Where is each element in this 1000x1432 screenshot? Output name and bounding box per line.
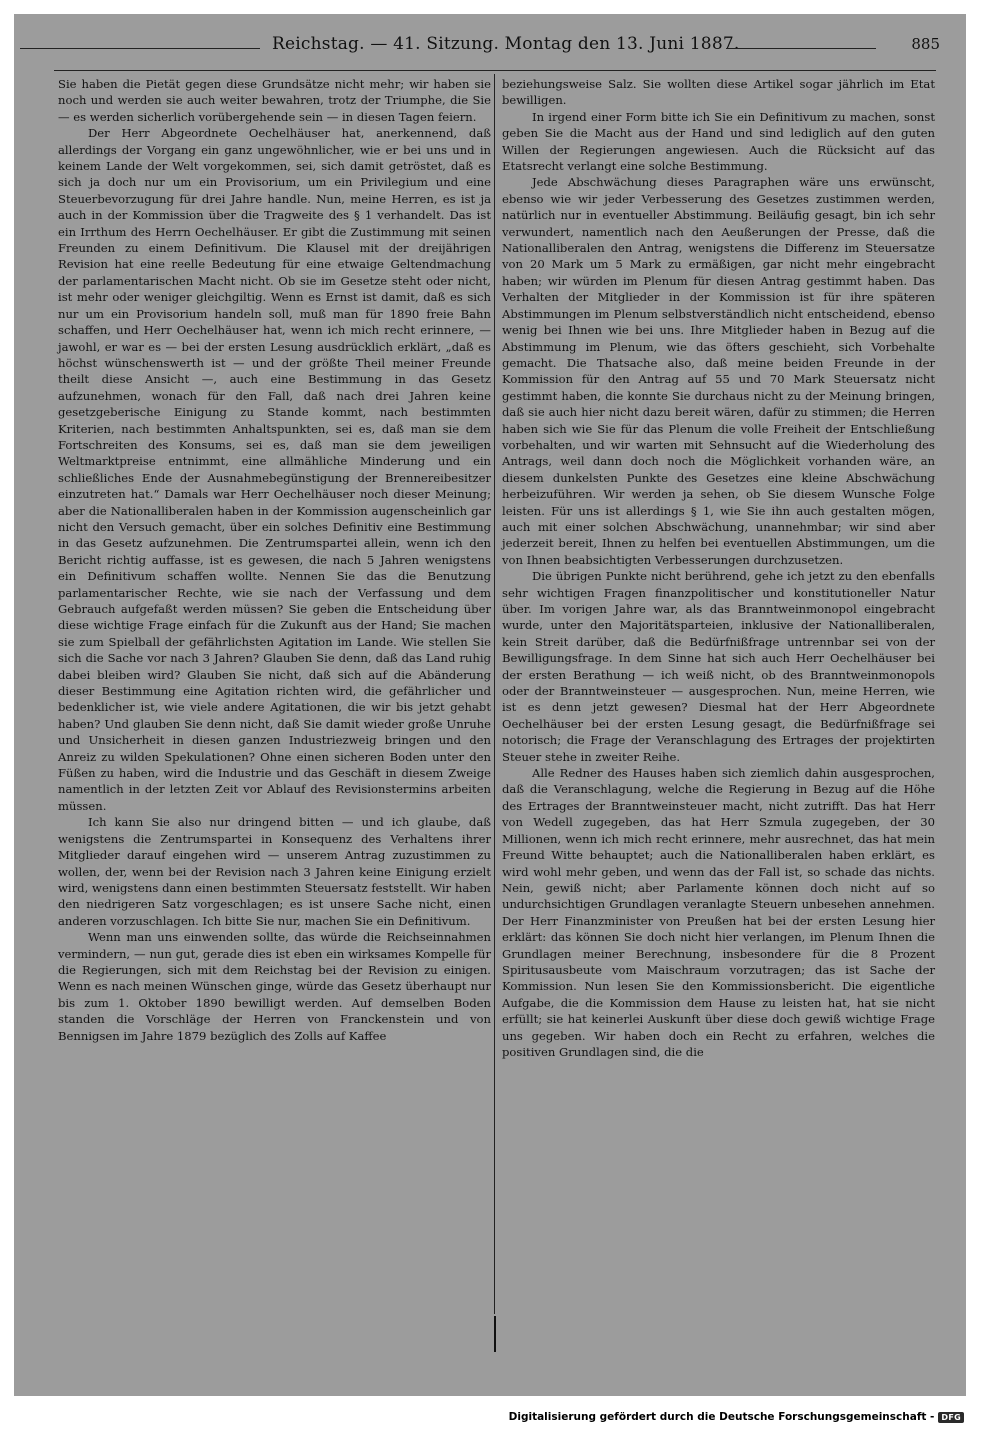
dfg-logo-icon: DFG: [938, 1412, 964, 1423]
column-divider: [494, 74, 495, 1314]
header-rule-right: [726, 48, 876, 49]
digitization-credit: [509, 1411, 964, 1423]
right-column: [502, 76, 935, 1060]
left-column: [58, 76, 491, 1044]
right-column-paragraph: Alle Redner des Hauses haben sich ziemlich dahin ausgesprochen, daß die Veranschlagung, welche die Regierung in Bezug auf die Höhe des Ertrages der Branntweinsteuer macht, nicht zutrifft. Das hat Herr von Wedell zugegeben, das hat Herr Szmula zugegeben, der 30 Millionen, wenn ich mich recht erinnere, mehr ausrechnet, das hat mein Freund Witte behauptet; auch die Nationalliberalen haben erklärt, es wird wohl mehr geben, und wenn das der Fall ist, so schade das nichts. Nein, gewiß nicht; aber Parlamente können doch nicht auf so undurchsichtigen Grundlagen veranlagte Steuern unbesehen annehmen. Der Herr Finanzminister von Preußen hat bei der ersten Lesung hier erklärt: das können Sie doch nicht hier verlangen, im Plenum Ihnen die Grundlagen meiner Berechnung, insbesondere für die 8 Prozent Spiritusausbeute vom Maischraum vorzutragen; das ist Sache der Kommission. Nun lesen Sie den Kommissionsbericht. Die eigentliche Aufgabe, die die Kommission dem Hause zu leisten hat, hat sie nicht erfüllt; sie hat keinerlei Auskunft über diese doch gewiß wichtige Frage uns gegeben. Wir haben doch ein Recht zu erfahren, welches die positiven Grundlagen sind, die die: [502, 766, 935, 1059]
page-header: [14, 16, 954, 52]
left-column-paragraph: Der Herr Abgeordnete Oechelhäuser hat, anerkennend, daß allerdings der Vorgang ein ganz ungewöhnlicher, wie er bei uns und in keinem Lande der Welt vorgekommen, sei, sich damit getröstet, daß es sich ja doch nur um ein Provisorium, um ein Privilegium und eine Steuerbevorzugung für drei Jahre handle. Nun, meine Herren, es ist ja auch in der Kommission über die Tragweite des § 1 verhandelt. Das ist ein Irrthum des Herrn Oechelhäuser. Er gibt die Zustimmung mit seinen Freunden zu einem Definitivum. Die Klausel mit der dreijährigen Revision hat eine reelle Bedeutung für eine etwaige Geltendmachung der parlamentarischen Macht nicht. Ob sie im Gesetze steht oder nicht, ist mehr oder weniger gleichgiltig. Wenn es Ernst ist damit, daß es sich nur um ein Provisorium handeln soll, muß man für 1890 freie Bahn schaffen, und Herr Oechelhäuser hat, wenn ich mich recht erinnere, — jawohl, er war es — bei der ersten Lesung ausdrücklich erklärt, „daß es höchst wünschenswerth ist — und der größte Theil meiner Freunde theilt diese Ansicht —, auch eine Bestimmung in das Gesetz aufzunehmen, wonach für den Fall, daß nach drei Jahren keine gesetzgeberische Einigung zu Stande kommt, nach bestimmten Kriterien, nach bestimmten Anhaltspunkten, sei es, daß man sie dem Fortschreiten des Konsums, sei es, daß man sie dem jeweiligen Weltmarktpreise entnimmt, eine allmähliche Minderung und ein schließliches Ende der Ausnahmebegünstigung der Brennereibesitzer einzutreten hat.“ Damals war Herr Oechelhäuser noch dieser Meinung; aber die Nationalliberalen haben in der Kommission augenscheinlich gar nicht den Versuch gemacht, über ein solches Definitiv eine Bestimmung in das Gesetz aufzunehmen. Die Zentrumspartei allein, wenn ich den Bericht richtig auffasse, ist es gewesen, die nach 5 Jahren wenigstens ein Definitivum schaffen wollte. Nennen Sie das die Benutzung parlamentarischer Rechte, wie sie nach der Verfassung und dem Gebrauch aufgefaßt werden müssen? Sie geben die Entscheidung über diese wichtige Frage einfach für die Zukunft aus der Hand; Sie machen sie zum Spielball der gefährlichsten Agitation im Lande. Wie stellen Sie sich die Sache vor nach 3 Jahren? Glauben Sie denn, daß das Land ruhig dabei bleiben wird? Glauben Sie nicht, daß sich auf die Abänderung dieser Bestimmung eine Agitation richten wird, die gefährlicher und bedenklicher ist, wie viele andere Agitationen, die wir bis jetzt gehabt haben? Und glauben Sie denn nicht, daß Sie damit wieder große Unruhe und Unsicherheit in diesen ganzen Industriezweig bringen und den Anreiz zu wilden Spekulationen? Ohne einen sicheren Boden unter den Füßen zu haben, wird die Industrie und das Geschäft in diesem Zweige namentlich in der letzten Zeit vor Ablauf des Revisionstermins arbeiten müssen.: [58, 126, 491, 813]
credit-text: Digitalisierung gefördert durch die Deutsche Forschungsgemeinschaft -: [508, 1411, 935, 1423]
right-column-paragraph: Die übrigen Punkte nicht berührend, gehe ich jetzt zu den ebenfalls sehr wichtigen Fragen finanzpolitischer und konstitutioneller Natur über. Im vorigen Jahre war, als das Branntweinmonopol eingebracht wurde, unter den Majoritätsparteien, inklusive der Nationalliberalen, kein Streit darüber, daß die Bedürfnißfrage untrennbar sei von der Bewilligungsfrage. In dem Sinne hat sich auch Herr Oechelhäuser bei der ersten Berathung — ich weiß nicht, ob des Branntweinmonopols oder der Branntweinsteuer — ausgesprochen. Nun, meine Herren, wie ist es denn jetzt gewesen? Diesmal hat der Herr Abgeordnete Oechelhäuser bei der ersten Lesung gesagt, die Bedürfnißfrage sei notorisch; die Frage der Veranschlagung des Ertrages der projektirten Steuer stehe in zweiter Reihe.: [502, 569, 935, 764]
right-column-paragraph: beziehungsweise Salz. Sie wollten diese Artikel sogar jährlich im Etat bewilligen.: [502, 77, 935, 108]
left-column-paragraph: Ich kann Sie also nur dringend bitten — und ich glaube, daß wenigstens die Zentrumspartei in Konsequenz des Verhaltens ihrer Mitglieder darauf eingehen wird — unserem Antrag zuzustimmen zu wollen, der, wenn bei der Revision nach 3 Jahren keine Einigung erzielt wird, wenigstens dann einen bestimmten Steuersatz feststellt. Wir haben den niedrigeren Satz vorgeschlagen; es ist unsere Sache nicht, einen anderen vorzuschlagen. Ich bitte Sie nur, machen Sie ein Definitivum.: [58, 815, 491, 928]
column-divider-tail: [494, 1316, 496, 1352]
left-column-paragraph: Sie haben die Pietät gegen diese Grundsätze nicht mehr; wir haben sie noch und werden sie auch weiter bewahren, trotz der Triumphe, die Sie — es werden sicherlich vorübergehende sein — in diesen Tagen feiern.: [58, 77, 491, 124]
top-rule: [54, 70, 936, 71]
running-head: Reichstag. — 41. Sitzung. Montag den 13. Juni 1887.: [272, 34, 740, 54]
left-column-paragraph: Wenn man uns einwenden sollte, das würde die Reichseinnahmen vermindern, — nun gut, gerade dies ist eben ein wirksames Kompelle für die Regierungen, sich mit dem Reichstag bei der Revision zu einigen. Wenn es nach meinen Wünschen ginge, würde das Gesetz überhaupt nur bis zum 1. Oktober 1890 bewilligt werden. Auf demselben Boden standen die Vorschläge der Herren von Franckenstein und von Bennigsen im Jahre 1879 bezüglich des Zolls auf Kaffee: [58, 930, 491, 1043]
page-number: 885: [911, 35, 940, 53]
header-rule-left: [20, 48, 260, 49]
right-column-paragraph: Jede Abschwächung dieses Paragraphen wäre uns erwünscht, ebenso wie wir jeder Verbesserung des Gesetzes zustimmen werden, natürlich nur in eventueller Abstimmung. Beiläufig gesagt, bin ich sehr verwundert, namentlich nach den Aeußerungen der Presse, daß die Nationalliberalen den Antrag, wenigstens die Differenz im Steuersatze von 20 Mark um 5 Mark zu ermäßigen, gar nicht mehr eingebracht haben; wir würden im Plenum für diesen Antrag gestimmt haben. Das Verhalten der Mitglieder in der Kommission ist für ihre späteren Abstimmungen im Plenum selbstverständlich nicht entscheidend, ebenso wenig bei Ihnen wie bei uns. Ihre Mitglieder haben in Bezug auf die Abstimmung im Plenum, wie das öfters geschieht, sich Vorbehalte gemacht. Die Thatsache also, daß meine beiden Freunde in der Kommission für den Antrag auf 55 und 70 Mark Steuersatz nicht gestimmt haben, die konnte Sie durchaus nicht zu der Meinung bringen, daß sie auch hier nicht dazu bereit wären, dafür zu stimmen; die Herren haben sich wie Sie für das Plenum die volle Freiheit der Entschließung vorbehalten, und wir warten mit Sehnsucht auf die Wiederholung des Antrags, weil dann doch noch die Möglichkeit vorhanden wäre, an diesem dunkelsten Punkte des Gesetzes eine kleine Abschwächung herbeizuführen. Wir werden ja sehen, ob Sie diesem Wunsche Folge leisten. Für uns ist allerdings § 1, wie Sie ihn auch gestalten mögen, auch mit einer solchen Abschwächung, unannehmbar; wir sind aber jederzeit bereit, Ihnen zu helfen bei eventuellen Abstimmungen, um die von Ihnen beabsichtigten Verbesserungen durchzusetzen.: [502, 175, 935, 567]
right-column-paragraph: In irgend einer Form bitte ich Sie ein Definitivum zu machen, sonst geben Sie die Macht aus der Hand und sind lediglich auf den guten Willen der Regierungen angewiesen. Auch die Rücksicht auf das Etatsrecht verlangt eine solche Bestimmung.: [502, 109, 935, 174]
